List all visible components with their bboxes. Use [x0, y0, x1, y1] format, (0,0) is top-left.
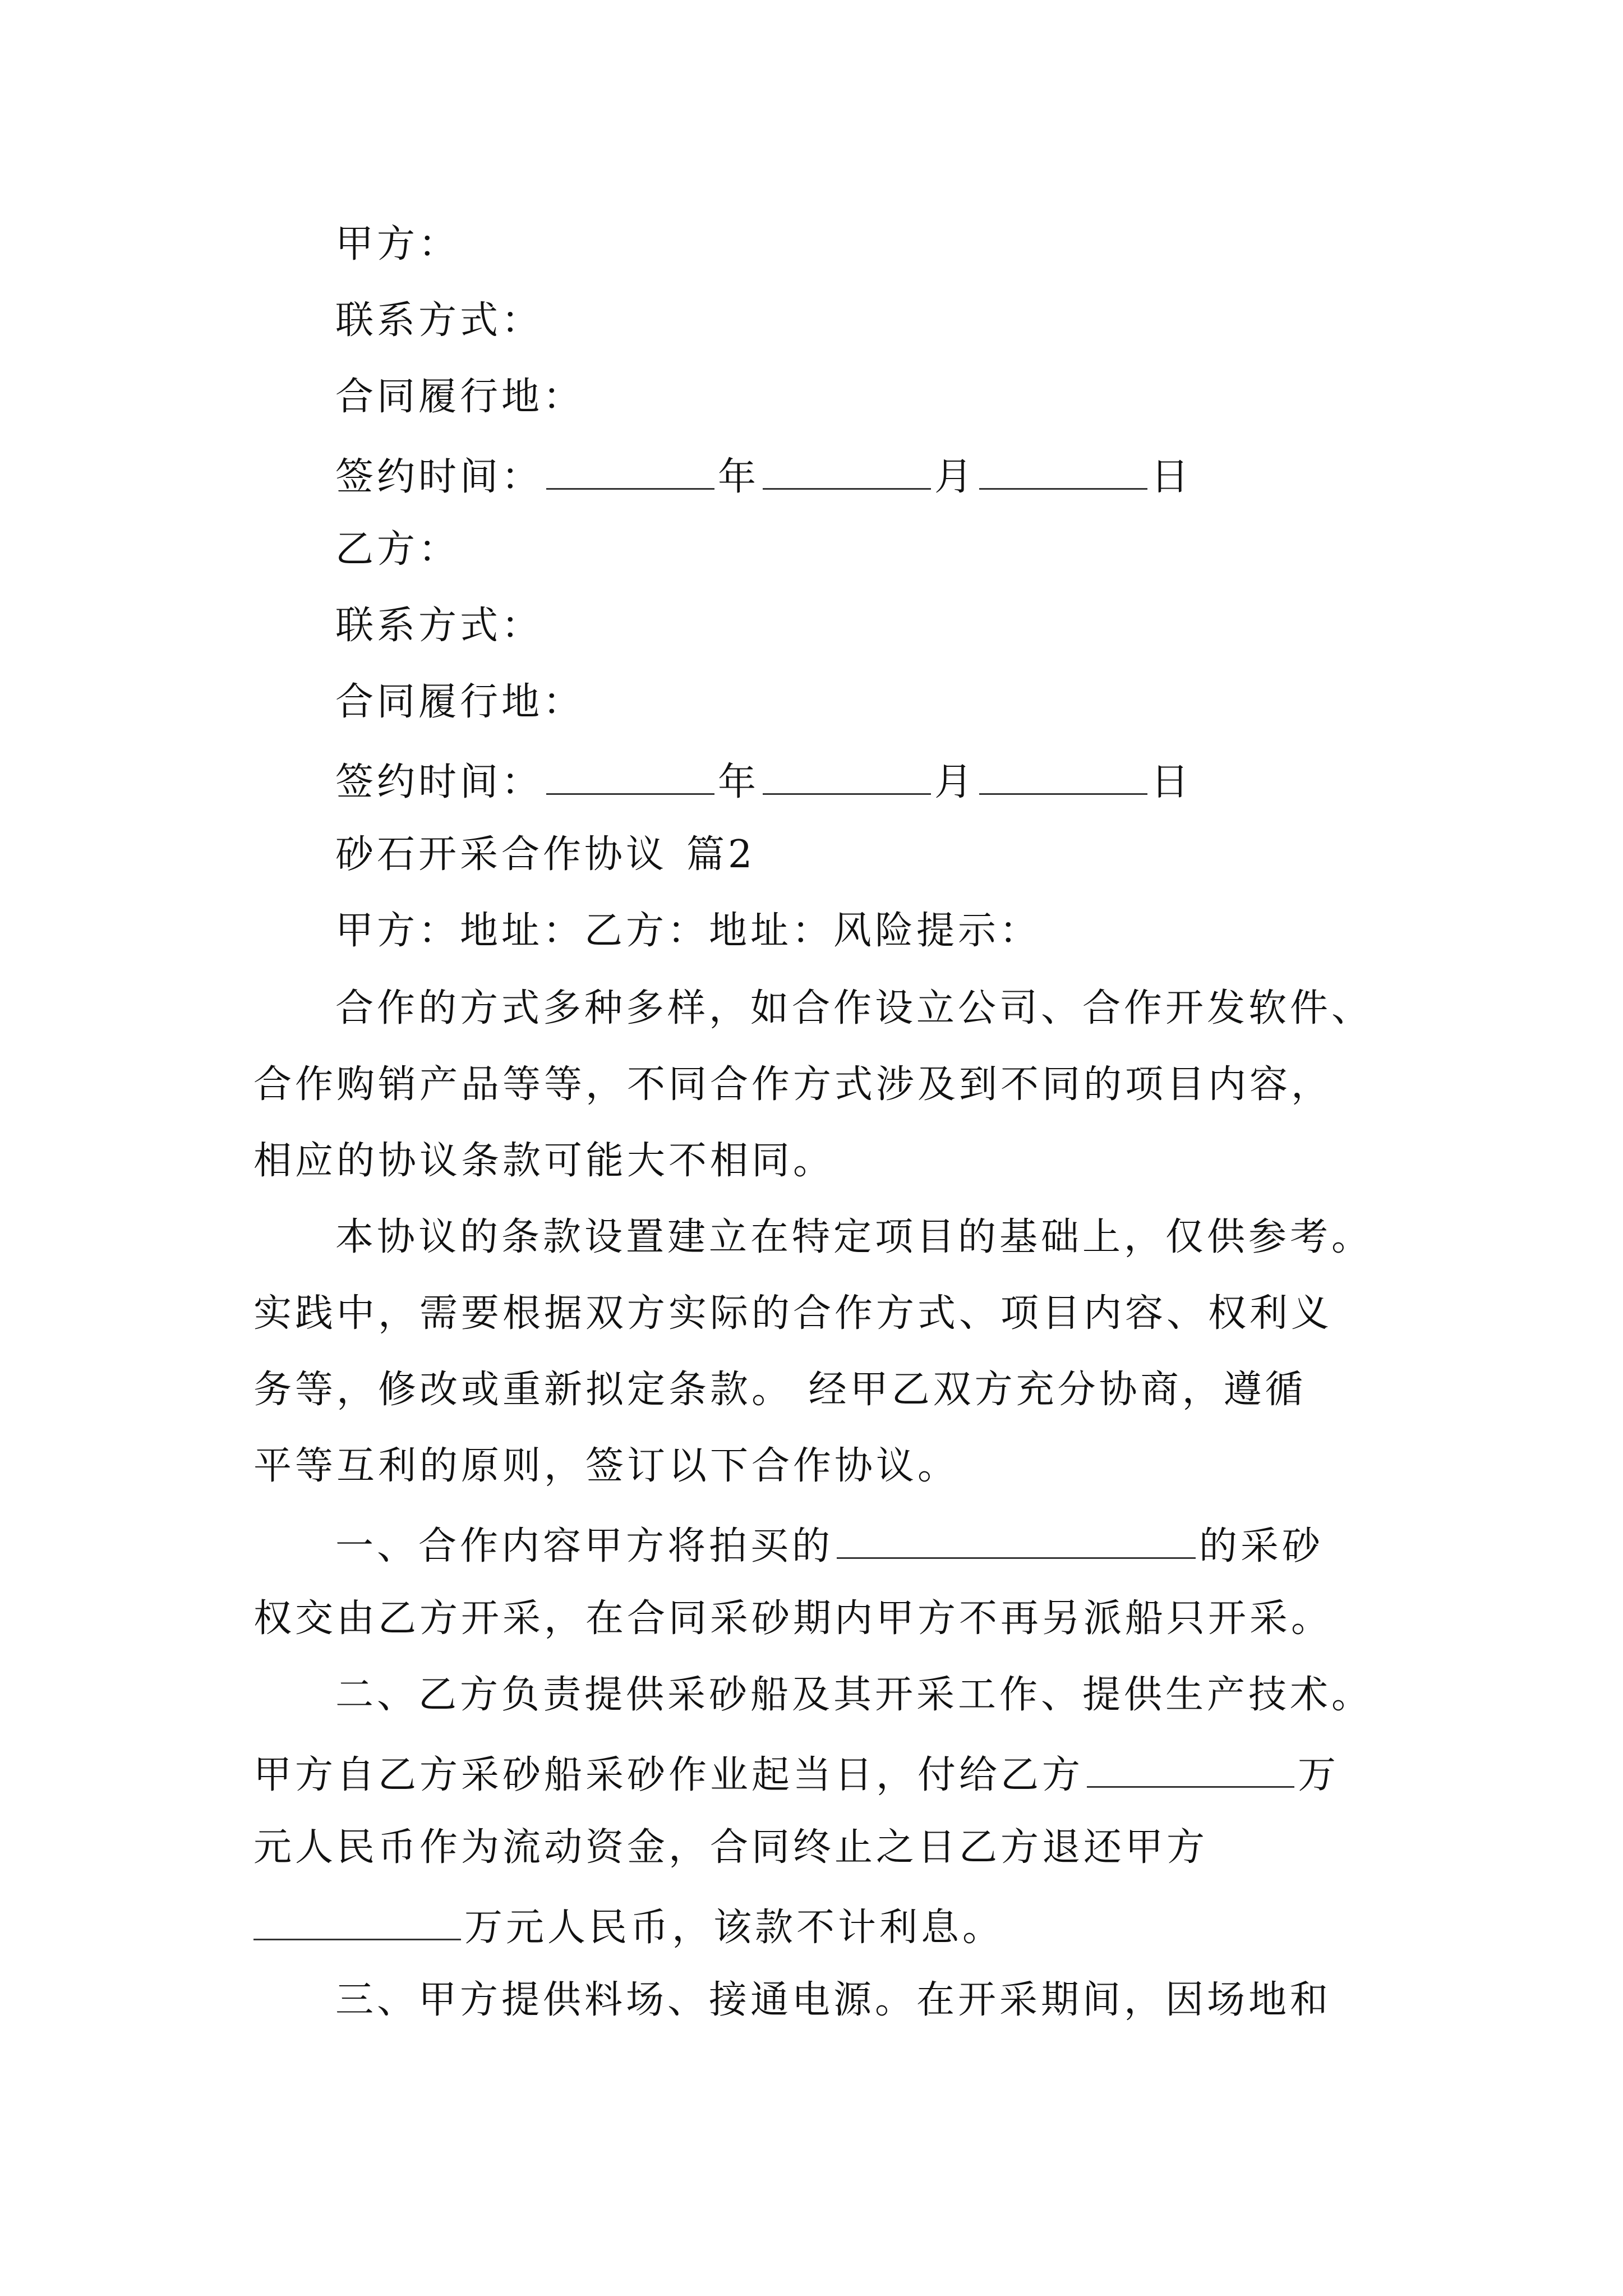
section-suffix: 篇2: [686, 832, 756, 877]
party-a-sign-time-row: [335, 454, 1193, 499]
month-blank: [763, 454, 931, 490]
day-label: 日: [1151, 760, 1193, 804]
year-blank: [546, 760, 714, 795]
year-label: 年: [718, 455, 760, 499]
month-label: 月: [934, 760, 976, 804]
party-b-contact: 联系方式：: [335, 604, 543, 648]
clause-two-amount-row: [253, 1752, 1339, 1795]
paragraph-line: 元人民币作为流动资金，合同终止之日乙方退还甲方: [253, 1825, 1209, 1870]
clause-one-row: [335, 1524, 1324, 1566]
month-label: 月: [934, 455, 976, 499]
amount-blank: [1087, 1752, 1294, 1788]
party-b-sign-time-row: [335, 760, 1192, 802]
clause-two-refund-row: [253, 1905, 1004, 1950]
paragraph-line: 权交由乙方开采，在合同采砂期内甲方不再另派船只开采。: [253, 1596, 1333, 1641]
day-blank: [979, 454, 1147, 490]
paragraph-line: 二、乙方负责提供采砂船及其开采工作、提供生产技术。: [335, 1673, 1373, 1717]
day-label: 日: [1151, 455, 1193, 499]
paragraph-line: 合作购销产品等等，不同合作方式涉及到不同的项目内容，: [253, 1062, 1333, 1107]
clause-one-tail: 的采砂: [1199, 1524, 1324, 1568]
party-a-sign-time-label: 签约时间：: [335, 455, 543, 499]
year-label: 年: [718, 760, 760, 804]
paragraph-line: 实践中，需要根据双方实际的合作方式、项目内容、权利义: [253, 1291, 1333, 1336]
paragraph-line: 相应的协议条款可能大不相同。: [253, 1139, 835, 1183]
party-b-sign-time-label: 签约时间：: [335, 760, 543, 804]
party-a-contact: 联系方式：: [335, 298, 543, 343]
day-blank: [979, 760, 1147, 795]
month-blank: [763, 760, 931, 795]
party-a-label: 甲方：: [335, 222, 460, 266]
paragraph-line: 本协议的条款设置建立在特定项目的基础上，仅供参考。: [335, 1215, 1373, 1259]
paragraph-line: 务等，修改或重新拟定条款。 经甲乙双方充分协商，遵循: [253, 1368, 1307, 1412]
refund-amount-blank: [253, 1905, 461, 1940]
party-a-place: 合同履行地：: [335, 375, 585, 419]
party-b-label: 乙方：: [335, 527, 460, 572]
parties-address-line: 甲方：地址：乙方：地址：风险提示：: [335, 909, 1041, 953]
paragraph-line: 三、甲方提供料场、接通电源。在开采期间，因场地和: [335, 1978, 1332, 2022]
paragraph-line: 合作的方式多种多样，如合作设立公司、合作开发软件、: [335, 986, 1373, 1030]
party-b-place: 合同履行地：: [335, 680, 585, 724]
clause-one-text: 一、合作内容甲方将拍买的: [335, 1524, 834, 1568]
unit-label: 万: [1298, 1753, 1340, 1797]
clause-two-text: 甲方自乙方采砂船采砂作业起当日，付给乙方: [253, 1753, 1084, 1797]
section-title: 砂石开采合作协议: [335, 832, 668, 877]
section-title-row: [335, 832, 756, 877]
location-blank: [837, 1524, 1196, 1559]
paragraph-line: 平等互利的原则，签订以下合作协议。: [253, 1444, 960, 1488]
refund-text: 万元人民币，该款不计利息。: [464, 1906, 1004, 1950]
year-blank: [546, 454, 714, 490]
